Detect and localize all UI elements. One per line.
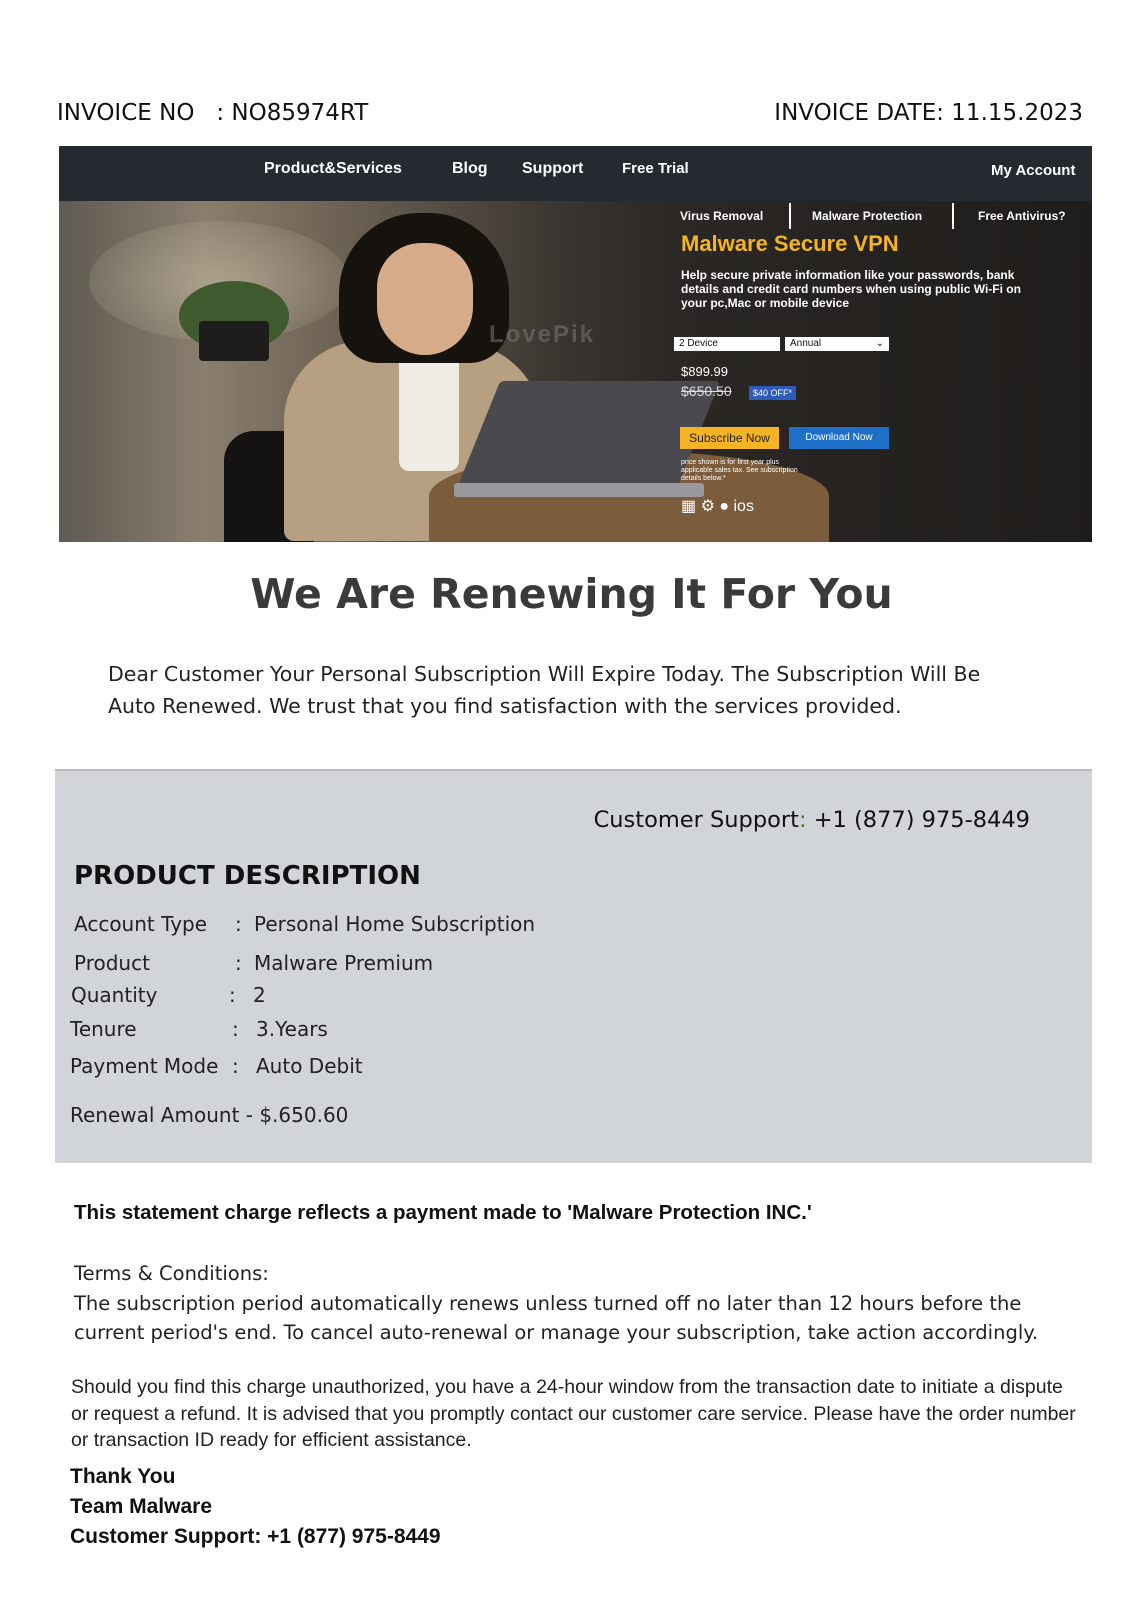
dispute-text: Should you find this charge unauthorized, you have a 24-hour window from the transaction date to initiate a dispute or request a refund. It is advised that you promptly contact our customer care service. Please have the order number or transaction ID ready for efficient assistance. — [71, 1376, 1076, 1451]
windows-icon: ▦ — [681, 498, 697, 515]
row-tenure-label: Tenure — [70, 1017, 137, 1041]
row-account-type-value: Personal Home Subscription — [254, 912, 536, 936]
nav-products-services[interactable]: Product&Services — [264, 160, 402, 177]
headline: We Are Renewing It For You — [250, 570, 893, 618]
product-panel — [55, 769, 1092, 1163]
ios-label: ios — [733, 498, 754, 515]
product-description-title: PRODUCT DESCRIPTION — [74, 861, 421, 891]
panel-customer-support: Customer Support: +1 (877) 975-8449 — [593, 807, 1030, 833]
statement-text: This statement charge reflects a payment made to 'Malware Protection INC.' — [74, 1201, 812, 1224]
download-now-button[interactable]: Download Now — [789, 427, 889, 449]
row-payment-mode-label: Payment Mode — [70, 1054, 219, 1078]
stock-watermark: LovePik — [489, 321, 596, 348]
invoice-number: INVOICE NO : NO85974RT — [57, 100, 369, 126]
nav-blog[interactable]: Blog — [452, 160, 488, 177]
banner-nav-bar — [59, 146, 1092, 201]
row-product-value: Malware Premium — [254, 951, 434, 975]
row-colon: : — [229, 983, 236, 1007]
row-payment-mode-value: Auto Debit — [256, 1054, 363, 1078]
plan-select[interactable]: Annual ⌄ — [785, 337, 889, 351]
terms-heading: Terms & Conditions: — [74, 1262, 269, 1285]
subnav-virus-removal[interactable]: Virus Removal — [680, 209, 764, 223]
old-price: $650.50 — [681, 383, 732, 399]
row-quantity-value: 2 — [253, 983, 266, 1007]
vpn-title: Malware Secure VPN — [681, 231, 899, 256]
apple-icon: ● — [719, 498, 730, 515]
subnav-malware-protection[interactable]: Malware Protection — [812, 209, 923, 223]
device-select[interactable]: 2 Device — [674, 337, 780, 351]
nav-support[interactable]: Support — [522, 160, 584, 177]
subscribe-now-button[interactable]: Subscribe Now — [680, 427, 779, 449]
terms-body: The subscription period automatically renews unless turned off no later than 12 hours before the current period's end. To cancel auto-renewal or manage your subscription, take action accordingly. — [74, 1291, 1039, 1344]
row-tenure-value: 3.Years — [256, 1017, 328, 1041]
subnav-free-antivirus[interactable]: Free Antivirus? — [978, 209, 1066, 223]
invoice-date: INVOICE DATE: 11.15.2023 — [774, 100, 1083, 126]
row-colon: : — [235, 912, 242, 936]
vpn-description: Help secure private information like your passwords, bank details and credit card numbers when using public Wi-Fi on your pc,Mac or mobile device — [681, 268, 1021, 310]
terms-section — [74, 1259, 1074, 1348]
row-product-label: Product — [74, 951, 150, 975]
row-quantity-label: Quantity — [71, 983, 158, 1007]
signoff-team: Team Malware — [70, 1495, 213, 1518]
nav-my-account[interactable]: My Account — [991, 162, 1076, 179]
intro-text: Dear Customer Your Personal Subscription Will Expire Today. The Subscription Will Be Auto Renewed. We trust that you find satisfaction with the services provided. — [108, 662, 981, 718]
row-colon: : — [232, 1017, 239, 1041]
signoff — [70, 1462, 441, 1552]
row-account-type-label: Account Type — [74, 912, 208, 936]
nav-free-trial[interactable]: Free Trial — [622, 160, 689, 177]
vpn-banner — [59, 146, 1092, 542]
banner-hero — [59, 201, 1092, 542]
chevron-down-icon: ⌄ — [875, 338, 884, 349]
current-price: $899.99 — [681, 364, 728, 379]
row-colon: : — [232, 1054, 239, 1078]
hero-photo — [59, 201, 1092, 542]
row-colon: : — [235, 951, 242, 975]
discount-badge: $40 OFF* — [749, 386, 796, 400]
signoff-thanks: Thank You — [70, 1465, 176, 1488]
renewal-amount: Renewal Amount - $.650.60 — [70, 1103, 349, 1127]
signoff-support: Customer Support: +1 (877) 975-8449 — [70, 1525, 441, 1548]
platform-icons — [681, 496, 754, 516]
price-fine-print: price shown is for first year plus applicable sales tax. See subscription details below.* — [681, 459, 798, 482]
android-icon: ⚙ — [700, 498, 715, 515]
